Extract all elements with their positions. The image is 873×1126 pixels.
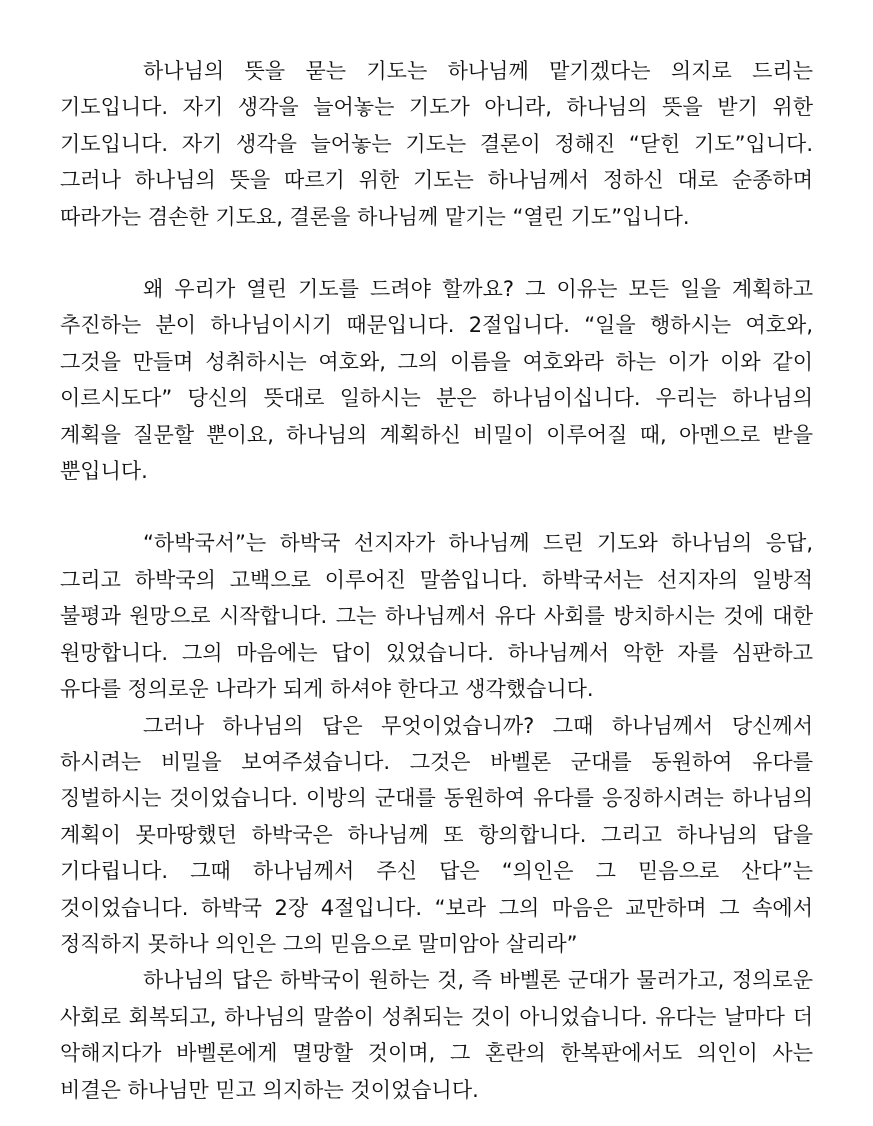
paragraph-5: 하나님의 답은 하박국이 원하는 것, 즉 바벨론 군대가 물러가고, 정의로운 사회로 회복되고, 하나님의 말씀이 성취되는 것이 아니었습니다. 유다는 날마다 더 악해지다가 바벨론에게 멸망할 것이며, 그 혼란의 한복판에서도 의인이 사는 비결은 하나님만 믿고 의지하는 것이었습니다.	[60, 968, 813, 1102]
paragraph-2: 왜 우리가 열린 기도를 드려야 할까요? 그 이유는 모든 일을 계획하고 추진하는 분이 하나님이시기 때문입니다. 2절입니다. “일을 행하시는 여호와, 그것을 만들며 성취하시는 여호와, 그의 이름을 여호와라 하는 이가 이와 같이 이르시도다” 당신의 뜻대로 일하시는 분은 하나님이십니다. 우리는 하나님의 계획을 질문할 뿐이요, 하나님의 계획하신 비밀이 이루어질 때, 아멘으로 받을 뿐입니다.	[60, 277, 813, 484]
paragraph-4: 그러나 하나님의 답은 무엇이었습니까? 그때 하나님께서 당신께서 하시려는 비밀을 보여주셨습니다. 그것은 바벨론 군대를 동원하여 유다를 징벌하시는 것이었습니다. 이방의 군대를 동원하여 유다를 응징하시려는 하나님의 계획이 못마땅했던 하박국은 하나님께 또 항의합니다. 그리고 하나님의 답을 기다립니다. 그때 하나님께서 주신 답은 “의인은 그 믿음으로 산다”는 것이었습니다. 하박국 2장 4절입니다. “보라 그의 마음은 교만하며 그 속에서 정직하지 못하나 의인은 그의 믿음으로 말미암아 살리라”	[60, 713, 813, 956]
paragraph-3: “하박국서”는 하박국 선지자가 하나님께 드린 기도와 하나님의 응답, 그리고 하박국의 고백으로 이루어진 말씀입니다. 하박국서는 선지자의 일방적 불평과 원망으로 시작합니다. 그는 하나님께서 유다 사회를 방치하시는 것에 대한 원망합니다. 그의 마음에는 답이 있었습니다. 하나님께서 악한 자를 심판하고 유다를 정의로운 나라가 되게 하셔야 한다고 생각했습니다.	[60, 531, 813, 702]
paragraph-1: 하나님의 뜻을 묻는 기도는 하나님께 맡기겠다는 의지로 드리는 기도입니다. 자기 생각을 늘어놓는 기도가 아니라, 하나님의 뜻을 받기 위한 기도입니다. 자기 생각을 늘어놓는 기도는 결론이 정해진 “닫힌 기도”입니다. 그러나 하나님의 뜻을 따르기 위한 기도는 하나님께서 정하신 대로 순종하며 따라가는 겸손한 기도요, 결론을 하나님께 맡기는 “열린 기도”입니다.	[60, 59, 813, 229]
